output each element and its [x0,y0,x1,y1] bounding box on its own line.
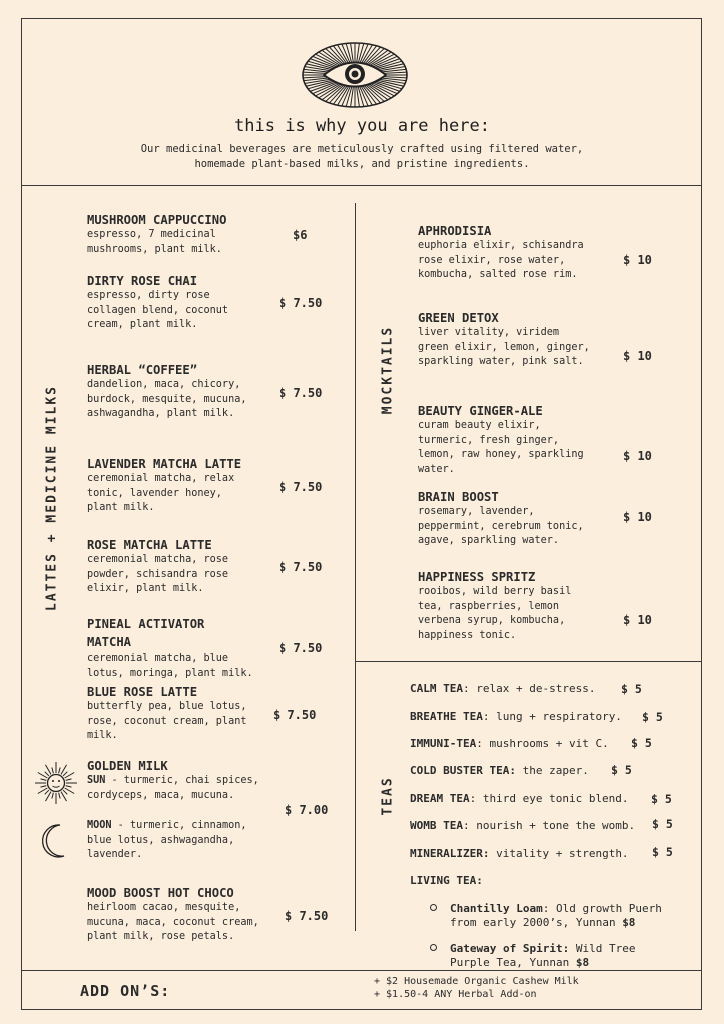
page-title: this is why you are here: [234,116,490,136]
menu-item: GREEN DETOX liver vitality, viridem green elixir, lemon, ginger, sparkling water, pink salt. [418,311,590,368]
item-price: $ 7.50 [279,296,323,310]
bullet-icon [430,904,437,911]
menu-item: APHRODISIA euphoria elixir, schisandra rose elixir, rose water, kombucha, salted rose rim. [418,224,584,281]
addons-divider [21,970,702,971]
menu-item: PINEAL ACTIVATOR MATCHA ceremonial matcha, blue lotus, moringa, plant milk. [87,617,253,679]
menu-item: ROSE MATCHA LATTE ceremonial matcha, rose powder, schisandra rose elixir, plant milk. [87,538,229,595]
item-price: $ 7.50 [279,480,323,494]
section-mocktails-label: MOCKTAILS [380,325,396,415]
living-tea-item: Gateway of Spirit: Wild Tree Purple Tea, Yunnan $8 [430,942,635,969]
tea-item: IMMUNI-TEA: mushrooms + vit C. [410,737,609,750]
menu-item: HERBAL “COFFEE” dandelion, maca, chicory, burdock, mesquite, mucuna, ashwagandha, plant milk. [87,363,247,420]
tea-price: $ 5 [642,710,663,724]
eye-icon [302,42,408,108]
menu-item: BRAIN BOOST rosemary, lavender, peppermint, cerebrum tonic, agave, sparkling water. [418,490,584,547]
bullet-icon [430,944,437,951]
addons-heading: ADD ON’S: [80,982,171,1000]
menu-item: BEAUTY GINGER-ALE curam beauty elixir, turmeric, fresh ginger, lemon, raw honey, sparkling water. [418,404,584,475]
item-price: $ 7.50 [285,909,329,923]
menu-item: MOOD BOOST HOT CHOCO heirloom cacao, mesquite, mucuna, maca, coconut cream, plant milk, rose petals. [87,886,259,943]
item-price: $ 10 [623,253,652,267]
menu-item: HAPPINESS SPRITZ rooibos, wild berry basil tea, raspberries, lemon verbena syrup, kombucha, happiness tonic. [418,570,572,641]
menu-item: MUSHROOM CAPPUCCINO espresso, 7 medicinal mushrooms, plant milk. [87,213,227,255]
moon-icon [40,822,72,860]
section-lattes-label: LATTES + MEDICINE MILKS [44,384,60,612]
item-price: $ 7.00 [285,803,329,817]
living-tea-item: Chantilly Loam: Old growth Puerh from early 2000’s, Yunnan $8 [430,902,662,929]
menu-item: DIRTY ROSE CHAI espresso, dirty rose collagen blend, coconut cream, plant milk. [87,274,229,331]
menu-item: BLUE ROSE LATTE butterfly pea, blue lotus, rose, coconut cream, plant milk. [87,685,247,742]
tea-price: $ 5 [652,845,673,859]
tea-price: $ 5 [631,736,652,750]
addon-item: + $1.50-4 ANY Herbal Add-on [374,989,537,1000]
sun-icon [33,760,79,806]
header-divider [21,185,702,186]
item-price: $ 7.50 [279,641,323,655]
section-teas-label: TEAS [380,776,396,816]
tea-item: MINERALIZER: vitality + strength. [410,847,629,860]
item-price: $ 7.50 [279,560,323,574]
tea-price: $ 5 [611,763,632,777]
menu-item-golden-milk: GOLDEN MILK SUN - turmeric, chai spices, cordyceps, maca, mucuna. MOON - turmeric, cinnamon, blue lotus, ashwagandha, lavender. [87,759,259,861]
item-price: $ 10 [623,349,652,363]
item-price: $ 7.50 [273,708,317,722]
menu-item: LAVENDER MATCHA LATTE ceremonial matcha, relax tonic, lavender honey, plant milk. [87,457,242,514]
tea-item: WOMB TEA: nourish + tone the womb. [410,819,636,832]
item-price: $ 7.50 [279,386,323,400]
tea-item: BREATHE TEA: lung + respiratory. [410,710,622,723]
tea-item: COLD BUSTER TEA: the zaper. [410,764,589,777]
item-price: $6 [293,228,308,242]
teas-divider [355,661,702,662]
item-price: $ 10 [623,449,652,463]
living-tea-heading: LIVING TEA: [410,874,483,887]
tea-item: DREAM TEA: third eye tonic blend. [410,792,629,805]
tea-item: CALM TEA: relax + de-stress. [410,682,596,695]
item-price: $ 10 [623,613,652,627]
addon-item: + $2 Housemade Organic Cashew Milk [374,976,579,987]
tea-price: $ 5 [651,792,672,806]
item-price: $ 10 [623,510,652,524]
intro-text: Our medicinal beverages are meticulously crafted using filtered water, homemade plant-based milks, and pristine ingredients. [140,143,584,170]
tea-price: $ 5 [621,682,642,696]
tea-price: $ 5 [652,817,673,831]
column-divider [355,203,356,931]
